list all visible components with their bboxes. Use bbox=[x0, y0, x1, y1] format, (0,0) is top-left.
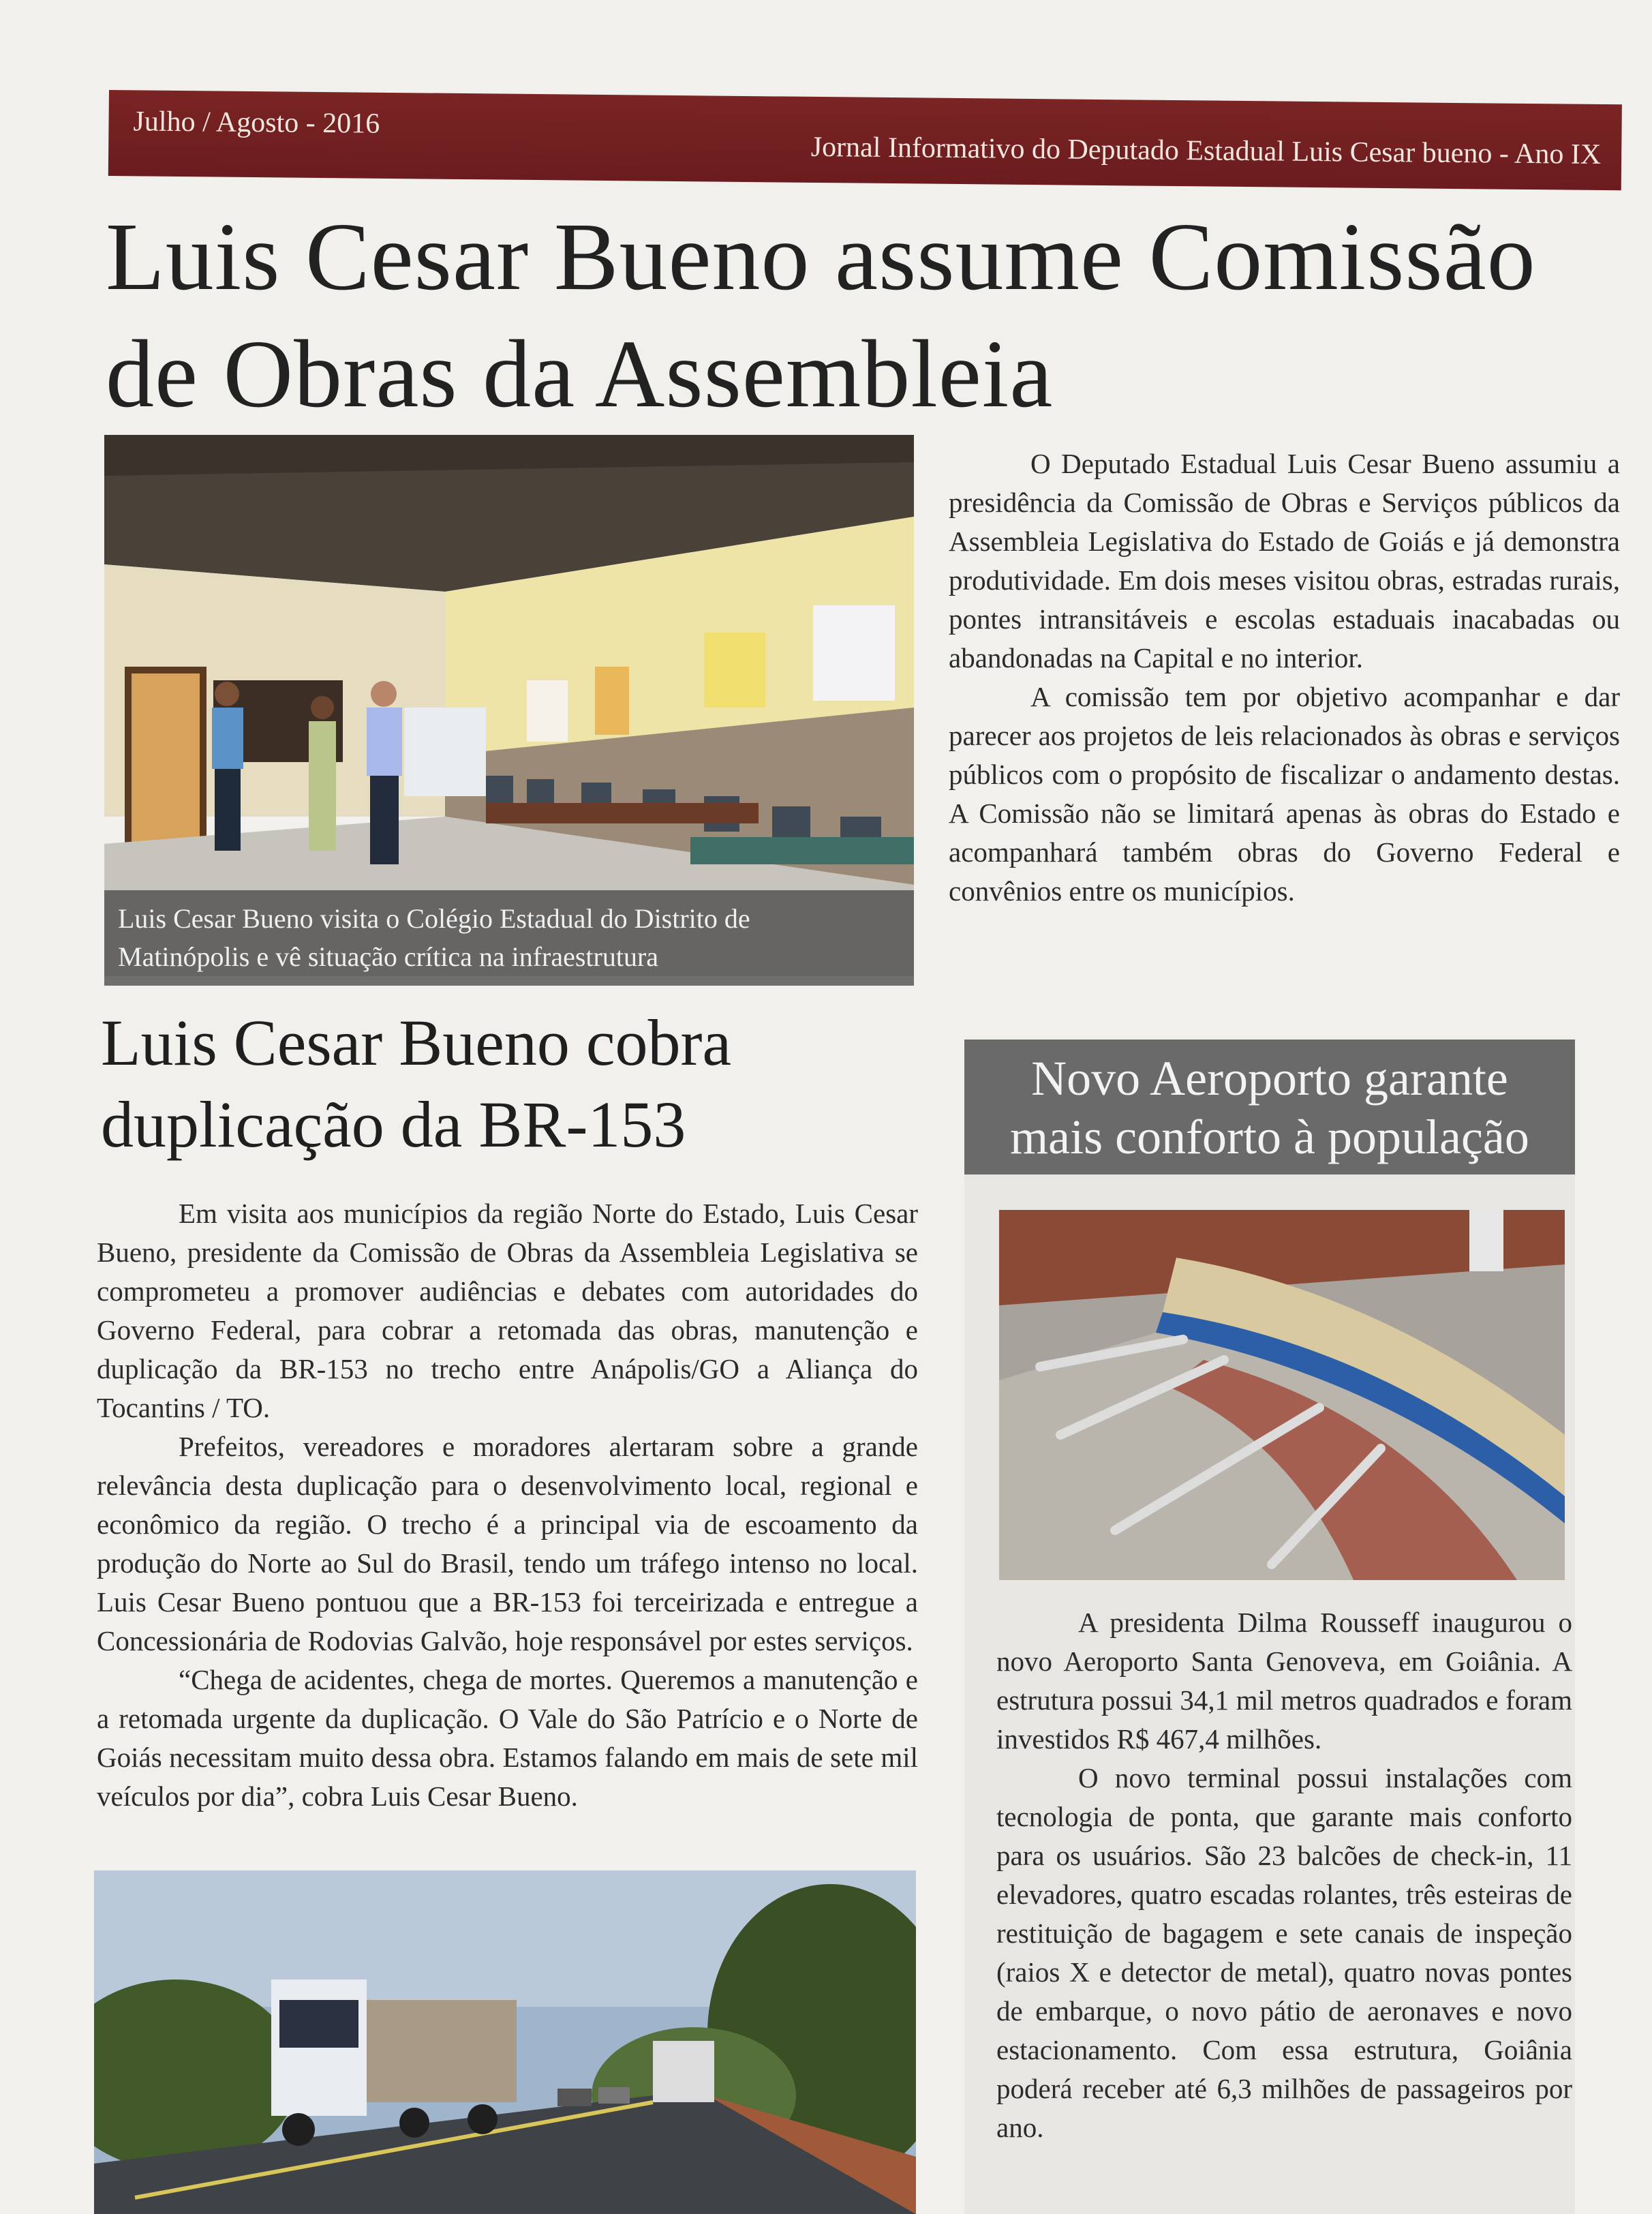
airport-headline-line1: Novo Aeroporto garante bbox=[1031, 1051, 1508, 1106]
main-paragraph-2: A comissão tem por objetivo acompanhar e dar parecer aos projetos de leis relacionados às obras e serviços públicos com o propósito de fiscalizar o andamento destas. A Comissão não se limitará apenas às obras do Estado e acompanhará também obras do Governo Federal e convênios entre os municípios. bbox=[949, 681, 1620, 907]
airport-illustration bbox=[999, 1210, 1565, 1580]
header-band bbox=[108, 90, 1622, 190]
issue-date: Julho / Agosto - 2016 bbox=[133, 106, 380, 140]
br153-article-body bbox=[97, 1194, 918, 1816]
highway-illustration bbox=[94, 1870, 916, 2214]
airport-headline-line2: mais conforto à população bbox=[1010, 1110, 1529, 1164]
caption-line2: Matinópolis e vê situação crítica na infraestrutura bbox=[118, 941, 659, 972]
main-headline bbox=[106, 198, 1632, 432]
br153-paragraph-1: Em visita aos municípios da região Norte do Estado, Luis Cesar Bueno, presidente da Comissão de Obras da Assembleia Legislativa se comprometeu a promover audiências e debates com autoridades do Governo Federal, para cobrar a retomada das obras, manutenção e duplicação da BR-153 no trecho entre Anápolis/GO a Aliança do Tocantins / TO. bbox=[97, 1198, 918, 1423]
airport-photo bbox=[999, 1210, 1565, 1580]
main-headline-line1: Luis Cesar Bueno assume Comissão bbox=[106, 202, 1536, 310]
br153-headline bbox=[101, 1002, 919, 1166]
airport-paragraph-1: A presidenta Dilma Rousseff inaugurou o novo Aeroporto Santa Genoveva, em Goiânia. A estrutura possui 34,1 mil metros quadrados e foram investidos R$ 467,4 milhões. bbox=[996, 1607, 1572, 1755]
br153-headline-line2: duplicação da BR-153 bbox=[101, 1088, 686, 1161]
airport-paragraph-2: O novo terminal possui instalações com tecnologia de ponta, que garante mais conforto para os usuários. São 23 balcões de check-in, 11 elevadores, quatro escadas rolantes, três esteiras de restituição de bagagem e sete canais de inspeção (raios X e detector de metal), quatro novas pontes de embarque, o novo pátio de aeronaves e novo estacionamento. Com essa estrutura, Goiânia poderá receber até 6,3 milhões de passageiros por ano. bbox=[996, 1762, 1572, 2143]
br153-headline-line1: Luis Cesar Bueno cobra bbox=[101, 1006, 732, 1079]
caption-line1: Luis Cesar Bueno visita o Colégio Estadual do Distrito de bbox=[118, 903, 750, 934]
airport-headline bbox=[964, 1040, 1575, 1174]
br153-paragraph-2: Prefeitos, vereadores e moradores alertaram sobre a grande relevância desta duplicação para o desenvolvimento local, regional e econômico da região. O trecho é a principal via de escoamento da produção do Norte ao Sul do Brasil, tendo um tráfego intenso no local. Luis Cesar Bueno pontuou que a BR-153 foi terceirizada e entregue a Concessionária de Rodovias Galvão, hoje responsável por estes serviços. bbox=[97, 1431, 918, 1656]
main-article-body bbox=[949, 444, 1620, 911]
br153-paragraph-3: “Chega de acidentes, chega de mortes. Queremos a manutenção e a retomada urgente da duplicação. O Vale do São Patrício e o Norte de Goiás necessitam muito dessa obra. Estamos falando em mais de sete mil veículos por dia”, cobra Luis Cesar Bueno. bbox=[97, 1664, 918, 1812]
main-paragraph-1: O Deputado Estadual Luis Cesar Bueno assumiu a presidência da Comissão de Obras e Serviços públicos da Assembleia Legislativa do Estado de Goiás e já demonstra produtividade. Em dois meses visitou obras, estradas rurais, pontes intransitáveis e escolas estaduais inacabadas ou abandonadas na Capital e no interior. bbox=[949, 448, 1620, 673]
journal-title: Jornal Informativo do Deputado Estadual Luis Cesar bueno - Ano IX bbox=[810, 131, 1602, 171]
classroom-photo-caption bbox=[104, 890, 914, 986]
highway-truck-photo bbox=[94, 1870, 916, 2214]
main-headline-line2: de Obras da Assembleia bbox=[106, 320, 1054, 427]
airport-article-body bbox=[996, 1603, 1572, 2147]
